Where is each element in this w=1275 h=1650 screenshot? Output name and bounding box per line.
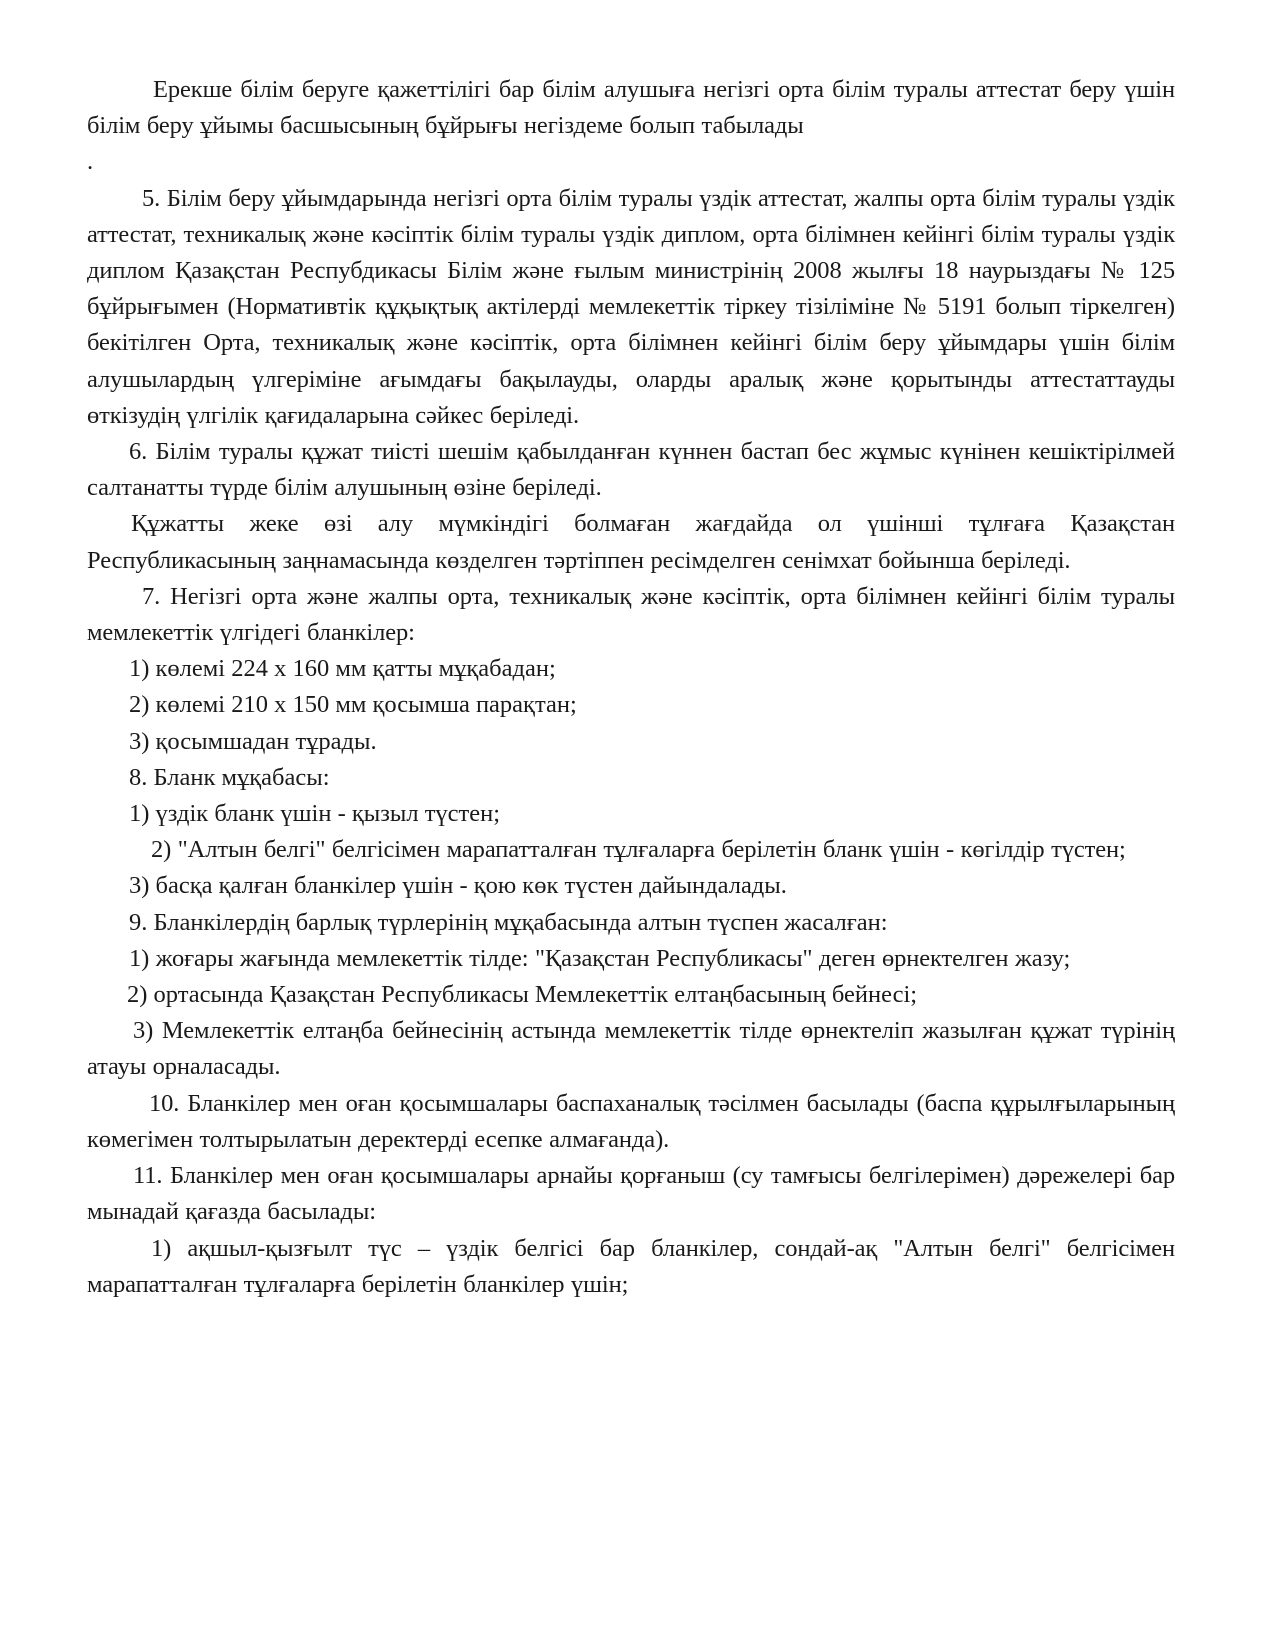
paragraph-8: 8. Бланк мұқабасы: [129, 763, 330, 791]
paragraph-9: 9. Бланкілердің барлық түрлерінің мұқабасында алтын түспен жасалған: [129, 908, 888, 936]
paragraph-6-proxy: Құжатты жеке өзі алу мүмкіндігі болмаған жағдайда ол үшінші тұлғаға Қазақстан Республикасының заңнамасында көзделген тәртіппен ресімделген сенімхат бойынша беріледі. [87, 510, 1175, 574]
paragraph-8-item-1: 1) үздік бланк үшін - қызыл түстен; [129, 800, 501, 828]
paragraph-9-item-3: 3) Мемлекеттік елтаңба бейнесінің астында мемлекеттік тілде өрнектеліп жазылған құжат түрінің атауы орналасады. [87, 1017, 1175, 1081]
paragraph-7-item-3: 3) қосымшадан тұрады. [129, 727, 377, 755]
paragraph-8-item-2: 2) "Алтын белгі" белгісімен марапатталған тұлғаларға берілетін бланк үшін - көгілдір түстен; [151, 836, 1126, 864]
paragraph-5: 5. Білім беру ұйымдарында негізгі орта білім туралы үздік аттестат, жалпы орта білім туралы үздік аттестат, техникалық және кәсіптік білім туралы үздік диплом, орта білімнен кейінгі білім туралы үздік диплом Қазақстан Респубдикасы Білім және ғылым министрінің 2008 жылғы 18 наурыздағы № 125 бұйрығымен (Нормативтік құқықтық актілерді мемлекеттік тіркеу тізіліміне № 5191 болып тіркелген) бекітілген Орта, техникалық және кәсіптік, орта білімнен кейінгі білім беру ұйымдары үшін білім алушылардың үлгеріміне ағымдағы бақылауды, оларды аралық және қорытынды аттестаттауды өткізудің үлгілік қағидаларына сәйкес беріледі. [87, 184, 1175, 429]
paragraph-intro-dot: . [87, 148, 94, 176]
paragraph-7-item-1: 1) көлемі 224 х 160 мм қатты мұқабадан; [129, 655, 556, 683]
paragraph-11: 11. Бланкілер мен оған қосымшалары арнайы қорғаныш (су тамғысы белгілерімен) дәрежелері бар мынадай қағазда басылады: [87, 1162, 1175, 1226]
paragraph-8-item-3: 3) басқа қалған бланкілер үшін - қою көк түстен дайындалады. [129, 872, 787, 900]
document-page [87, 72, 1175, 1303]
paragraph-intro: Ерекше білім беруге қажеттілігі бар білім алушыға негізгі орта білім туралы аттестат беру үшін білім беру ұйымы басшысының бұйрығы негіздеме болып табылады [87, 76, 1175, 140]
paragraph-7-item-2: 2) көлемі 210 х 150 мм қосымша парақтан; [129, 691, 577, 719]
paragraph-7: 7. Негізгі орта және жалпы орта, техникалық және кәсіптік, орта білімнен кейінгі білім туралы мемлекеттік үлгідегі бланкілер: [87, 582, 1175, 647]
paragraph-9-item-1: 1) жоғары жағында мемлекеттік тілде: "Қазақстан Республикасы" деген өрнектелген жазу; [129, 944, 1071, 972]
paragraph-11-item-1: 1) ақшыл-қызғылт түс – үздік белгісі бар бланкілер, сондай-ақ "Алтын белгі" белгісімен марапатталған тұлғаларға берілетін бланкілер үшін; [87, 1234, 1175, 1298]
paragraph-6: 6. Білім туралы құжат тиісті шешім қабылданған күннен бастап бес жұмыс күнінен кешіктірілмей салтанатты түрде білім алушының өзіне беріледі. [87, 438, 1175, 502]
paragraph-9-item-2: 2) ортасында Қазақстан Республикасы Мемлекеттік елтаңбасының бейнесі; [127, 981, 918, 1009]
paragraph-10: 10. Бланкілер мен оған қосымшалары баспаханалық тәсілмен басылады (баспа құрылғыларының көмегімен толтырылатын деректерді есепке алмағанда). [87, 1089, 1175, 1153]
